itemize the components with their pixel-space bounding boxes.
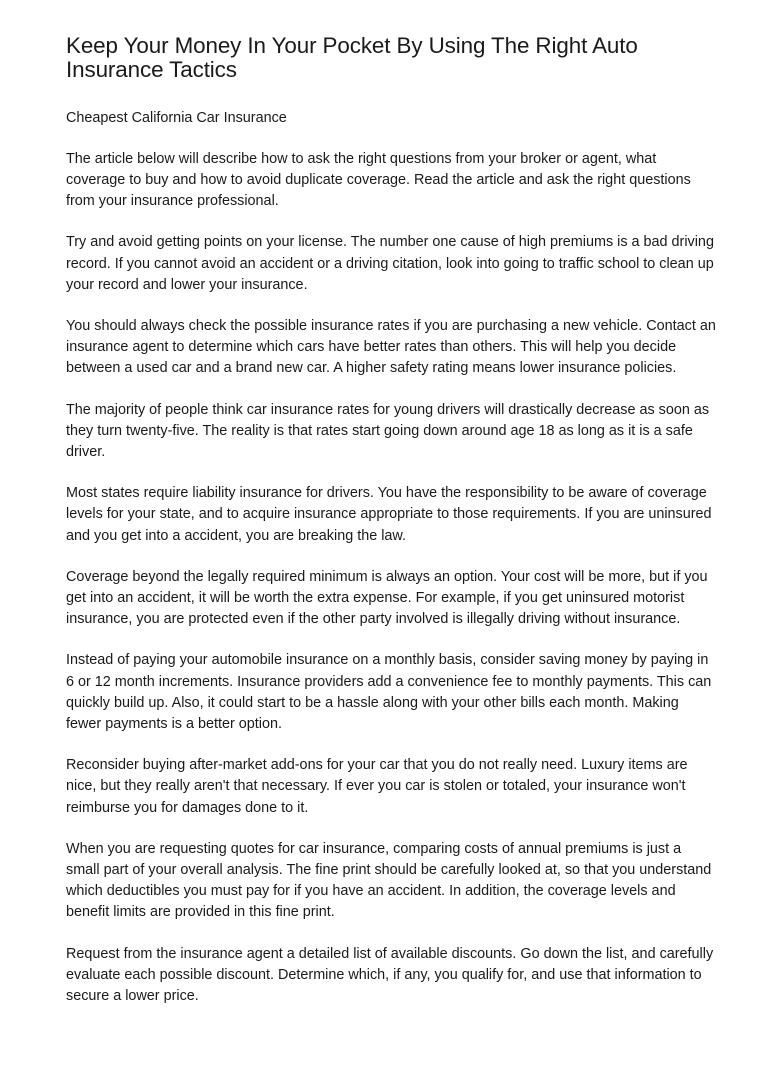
document-page: [66, 34, 716, 1027]
paragraph-9: When you are requesting quotes for car insurance, comparing costs of annual premiums is just a small part of your overall analysis. The fine print should be carefully looked at, so that you understand which deductibles you must pay for if you have an accident. In addition, the coverage levels and benefit limits are provided in this fine print.: [66, 840, 712, 921]
subtitle: Cheapest California Car Insurance: [66, 110, 287, 126]
paragraph-2: Try and avoid getting points on your license. The number one cause of high premiums is a bad driving record. If you cannot avoid an accident or a driving citation, look into going to traffic school to clean up your record and lower your insurance.: [66, 234, 714, 293]
page-title: Keep Your Money In Your Pocket By Using The Right Auto Insurance Tactics: [66, 33, 638, 82]
paragraph-6: Coverage beyond the legally required minimum is always an option. Your cost will be more, but if you get into an accident, it will be worth the extra expense. For example, if you get uninsured motorist insurance, you are protected even if the other party involved is illegally driving without insurance.: [66, 568, 708, 628]
paragraph-5: Most states require liability insurance for drivers. You have the responsibility to be aware of coverage levels for your state, and to acquire insurance appropriate to those requirements. If you are uninsured and you get into a accident, you are breaking the law.: [66, 485, 712, 544]
paragraph-7: Instead of paying your automobile insurance on a monthly basis, consider saving money by paying in 6 or 12 month increments. Insurance providers add a convenience fee to monthly payments. This can quickly build up. Also, it could start to be a hassle along with your other bills each month. Making fewer payments is a better option.: [66, 652, 712, 733]
paragraph-10: Request from the insurance agent a detailed list of available discounts. Go down the list, and carefully evaluate each possible discount. Determine which, if any, you qualify for, and use that information to secure a lower price.: [66, 945, 714, 1005]
paragraph-4: The majority of people think car insurance rates for young drivers will drastically decrease as soon as they turn twenty-five. The reality is that rates start going down around age 18 as long as it is a safe driver.: [66, 401, 710, 461]
paragraph-8: Reconsider buying after-market add-ons for your car that you do not really need. Luxury items are nice, but they really aren't that necessary. If ever you car is stolen or totaled, your insurance won't reimburse you for damages done to it.: [66, 757, 688, 816]
paragraph-3: You should always check the possible insurance rates if you are purchasing a new vehicle. Contact an insurance agent to determine which cars have better rates than others. This will help you decide between a used car and a brand new car. A higher safety rating means lower insurance policies.: [66, 318, 716, 377]
paragraph-1: The article below will describe how to ask the right questions from your broker or agent, what coverage to buy and how to avoid duplicate coverage. Read the article and ask the right questions from your insurance professional.: [66, 150, 691, 210]
